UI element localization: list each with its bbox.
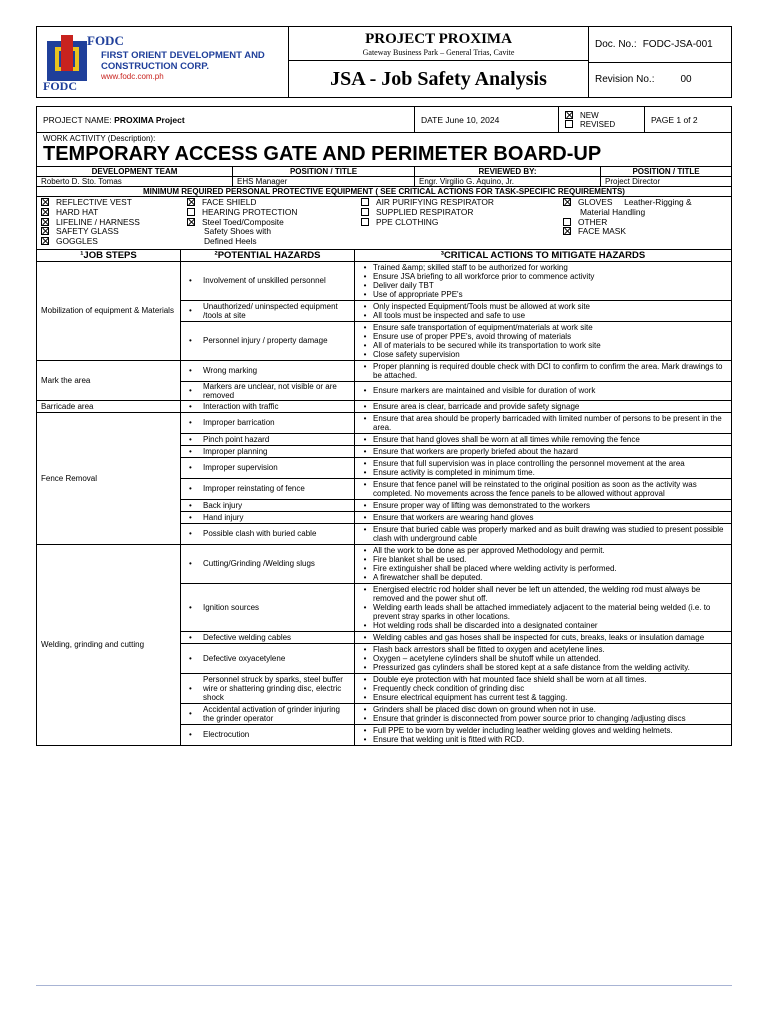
work-activity-title: TEMPORARY ACCESS GATE AND PERIMETER BOARD-UP: [43, 143, 602, 165]
potential-hazard: • Possible clash with buried cable: [181, 524, 355, 544]
potential-hazard: • Defective welding cables: [181, 632, 355, 643]
company-logo-block: [37, 27, 289, 97]
critical-action: • Ensure that buried cable was properly marked and as built drawing was studied to present possible clash with underground cable: [363, 524, 724, 543]
revised-checkbox[interactable]: [565, 120, 573, 128]
ppe-checkbox[interactable]: [41, 198, 49, 206]
hazard-row: [181, 545, 731, 584]
hazard-row: [181, 446, 731, 458]
job-step: Fence Removal: [37, 413, 181, 544]
hazard-row: [181, 322, 731, 360]
critical-actions: [355, 301, 731, 321]
potential-hazard: • Involvement of unskilled personnel: [181, 262, 355, 300]
critical-actions: [355, 479, 731, 499]
face-shield-checkbox[interactable]: [187, 198, 195, 206]
team-header: DEVELOPMENT TEAM POSITION / TITLE REVIEWED BY: POSITION / TITLE: [37, 167, 731, 177]
team-row: [37, 177, 731, 187]
job-step: Welding, grinding and cutting: [37, 545, 181, 745]
potential-hazard: • Defective oxyacetylene: [181, 644, 355, 673]
page-number: PAGE 1 of 2: [651, 114, 698, 125]
critical-action: • Ensure that grinder is disconnected from power source prior to changing /adjusting discs: [363, 713, 686, 723]
critical-actions: [355, 434, 731, 445]
potential-hazard: • Cutting/Grinding /Welding slugs: [181, 545, 355, 583]
critical-actions: [355, 584, 731, 631]
job-step: Mark the area: [37, 361, 181, 400]
critical-action: • Oxygen – acetylene cylinders shall be shutoff while un attended.: [363, 653, 601, 663]
job-step-group: [37, 262, 731, 361]
potential-hazard: • Hand injury: [181, 512, 355, 523]
reviewer-position: Project Director: [605, 177, 661, 186]
critical-action: • All of materials to be secured while its transportation to work site: [363, 340, 601, 350]
critical-action: • Ensure that full supervision was in place controlling the personnel movement at the area: [363, 458, 685, 468]
hazard-row: [181, 644, 731, 674]
ppe-item: GOGGLES: [41, 237, 183, 247]
critical-action: • Ensure that fence panel will be reinstated to the original position as soon as the activity was completed. No movements across the fence panels to be allowed without approval: [363, 479, 697, 498]
critical-actions: [355, 401, 731, 412]
company-website: www.fodc.com.ph: [101, 72, 164, 81]
critical-actions: [355, 644, 731, 673]
critical-action: • Ensure area is clear, barricade and provide safety signage: [363, 401, 580, 411]
hazard-row: [181, 500, 731, 512]
critical-action: • Trained &amp; skilled staff to be authorized for working: [363, 262, 568, 272]
critical-action: • Fire extinguisher shall be placed where welding activity is performed.: [363, 563, 617, 573]
critical-action: • Energised electric rod holder shall never be left un attended, the welding rod must always be removed and the power shut off.: [363, 584, 701, 603]
hazard-row: [181, 725, 731, 745]
critical-actions: [355, 704, 731, 724]
jsa-page: [36, 26, 732, 746]
ppe-checkbox[interactable]: [41, 227, 49, 235]
critical-action: • Welding cables and gas hoses shall be inspected for cuts, breaks, leaks or insulation damage: [363, 632, 705, 642]
company-name-line2: CONSTRUCTION CORP.: [101, 61, 210, 72]
ppe-item: REFLECTIVE VEST: [41, 198, 183, 208]
critical-actions: [355, 512, 731, 523]
critical-actions: [355, 361, 731, 381]
hazard-row: [181, 704, 731, 725]
jsa-form: [36, 106, 732, 746]
document-title: JSA - Job Safety Analysis: [330, 67, 547, 90]
critical-action: • A firewatcher shall be deputed.: [363, 572, 483, 582]
document-header: [36, 26, 732, 98]
ppe-checkbox[interactable]: [41, 237, 49, 245]
hearing-protection-checkbox[interactable]: [187, 208, 195, 216]
critical-action: • Fire blanket shall be used.: [363, 554, 467, 564]
ppe-checklist: REFLECTIVE VEST HARD HAT LIFELINE / HARNESS SAFETY GLASS GOGGLES FACE SHIELD HEARING PROTECTION Steel Toed/Composite Safety Shoes with Defined Heels AIR PURIFYING RESPIRATOR SUPPLIED RESPIRATOR PPE CLOTHING GLOVES Leather-Rigging & Material Handling OTHER FACE MASK: [37, 197, 731, 250]
ppe-checkbox[interactable]: [41, 218, 49, 226]
critical-action: • Pressurized gas cylinders shall be stored kept at a safe distance from the welding activity.: [363, 662, 690, 672]
critical-actions: [355, 632, 731, 643]
job-steps-table: [37, 262, 731, 745]
potential-hazard: • Interaction with traffic: [181, 401, 355, 412]
critical-actions: [355, 322, 731, 360]
potential-hazard: • Improper reinstating of fence: [181, 479, 355, 499]
critical-actions: [355, 545, 731, 583]
potential-hazard: • Pinch point hazard: [181, 434, 355, 445]
potential-hazard: • Improper supervision: [181, 458, 355, 478]
doc-number: Doc. No.: FODC-JSA-001: [595, 38, 713, 50]
developer-position: EHS Manager: [233, 177, 415, 186]
critical-action: • Ensure that workers are properly briefed about the hazard: [363, 446, 579, 456]
potential-hazard: • Personnel struck by sparks, steel buffer wire or shattering grinding disc, electric shock: [181, 674, 355, 703]
potential-hazard: • Personnel injury / property damage: [181, 322, 355, 360]
hazard-row: [181, 458, 731, 479]
critical-action: • Ensure use of proper PPE's, avoid throwing of materials: [363, 331, 572, 341]
critical-action: • Double eye protection with hat mounted face shield shall be worn at all times.: [363, 674, 647, 684]
job-step: Mobilization of equipment & Materials: [37, 262, 181, 360]
hazard-row: [181, 434, 731, 446]
project-info-row: PROJECT NAME: PROXIMA Project DATE June 10, 2024 NEW REVISED PAGE 1 of 2: [37, 107, 731, 133]
potential-hazard: • Wrong marking: [181, 361, 355, 381]
gloves-checkbox[interactable]: [563, 198, 571, 206]
other-checkbox[interactable]: [563, 218, 571, 226]
critical-action: • Ensure JSA briefing to all workforce prior to commence activity: [363, 271, 595, 281]
safety-shoes-checkbox[interactable]: [187, 218, 195, 226]
ppe-clothing-checkbox[interactable]: [361, 218, 369, 226]
critical-action: • Only inspected Equipment/Tools must be allowed at work site: [363, 301, 590, 311]
critical-actions: [355, 725, 731, 745]
critical-actions: [355, 524, 731, 544]
critical-actions: [355, 446, 731, 457]
critical-action: • Welding earth leads shall be attached immediately adjacent to the material being welded (i.e. to prevent stray sparks in other locations.: [363, 602, 711, 621]
potential-hazard: • Markers are unclear, not visible or are removed: [181, 382, 355, 400]
critical-action: • Ensure that welding unit is fitted with RCD.: [363, 734, 525, 744]
critical-action: • Close safety supervision: [363, 349, 460, 359]
critical-actions: [355, 413, 731, 433]
work-activity: WORK ACTIVITY (Description): TEMPORARY ACCESS GATE AND PERIMETER BOARD-UP: [37, 133, 731, 167]
critical-action: • Deliver daily TBT: [363, 280, 434, 290]
critical-action: • Ensure that workers are wearing hand gloves: [363, 512, 534, 522]
air-purifying-respirator-checkbox[interactable]: [361, 198, 369, 206]
potential-hazard: • Unauthorized/ uninspected equipment /tools at site: [181, 301, 355, 321]
ppe-item: HARD HAT: [41, 208, 183, 218]
company-name-line1: FIRST ORIENT DEVELOPMENT AND: [101, 50, 265, 61]
critical-action: • Frequently check condition of grinding disc: [363, 683, 525, 693]
potential-hazard: • Improper barrication: [181, 413, 355, 433]
critical-actions: [355, 500, 731, 511]
critical-action: • Ensure that area should be properly barricaded with limited number of persons to be present in the area.: [363, 413, 722, 432]
face-mask-checkbox[interactable]: [563, 227, 571, 235]
hazard-row: [181, 479, 731, 500]
new-checkbox[interactable]: [565, 111, 573, 119]
job-step-group: [37, 361, 731, 401]
hazard-row: [181, 361, 731, 382]
critical-action: • Ensure that hand gloves shall be worn at all times while removing the fence: [363, 434, 640, 444]
project-name: PROXIMA Project: [114, 114, 185, 125]
critical-actions: [355, 458, 731, 478]
potential-hazard: • Improper planning: [181, 446, 355, 457]
critical-action: • Use of appropriate PPE's: [363, 289, 463, 299]
critical-action: • Proper planning is required double check with DCI to confirm to confirm the area. Mark drawings to be attached.: [363, 361, 723, 380]
critical-action: • Ensure safe transportation of equipment/materials at work site: [363, 322, 593, 332]
hazard-row: [181, 674, 731, 704]
critical-action: • Ensure markers are maintained and visible for duration of work: [363, 386, 596, 396]
hazard-row: [181, 524, 731, 544]
developer-name: Roberto D. Sto. Tomas: [37, 177, 233, 186]
critical-actions: [355, 382, 731, 400]
hazard-row: [181, 584, 731, 632]
fodc-logo-icon: FODC FODC: [43, 33, 124, 93]
hazard-row: [181, 401, 731, 412]
ppe-title: MINIMUM REQUIRED PERSONAL PROTECTIVE EQUIPMENT ( SEE CRITICAL ACTIONS FOR TASK-SPECIFIC REQUIREMENTS): [37, 187, 731, 197]
job-step: Barricade area: [37, 401, 181, 412]
project-location: Gateway Business Park – General Trias, Cavite: [362, 48, 515, 57]
critical-action: • Full PPE to be worn by welder including leather welding gloves and welding helmets.: [363, 725, 673, 735]
potential-hazard: • Accidental activation of grinder injuring the grinder operator: [181, 704, 355, 724]
critical-action: • Grinders shall be placed disc down on ground when not in use.: [363, 704, 596, 714]
critical-action: • Ensure electrical equipment has current test & tagging.: [363, 692, 568, 702]
critical-actions: [355, 674, 731, 703]
job-step-group: [37, 545, 731, 745]
hazard-row: [181, 262, 731, 301]
critical-action: • Hot welding rods shall be discarded into a designated container: [363, 620, 598, 630]
critical-action: • All the work to be done as per approved Methodology and permit.: [363, 545, 605, 555]
critical-action: • Ensure activity is completed in minimum time.: [363, 467, 535, 477]
critical-action: • Flash back arrestors shall be fitted to oxygen and acetylene lines.: [363, 644, 605, 654]
footer-divider: [36, 985, 732, 986]
revision-number: Revision No.: 00: [589, 62, 731, 98]
potential-hazard: • Back injury: [181, 500, 355, 511]
supplied-respirator-checkbox[interactable]: [361, 208, 369, 216]
hazard-row: [181, 301, 731, 322]
document-date: June 10, 2024: [445, 114, 500, 125]
hazard-row: [181, 382, 731, 400]
reviewer-name: Engr. Virgilio G. Aquino, Jr.: [415, 177, 601, 186]
job-table-header: ¹JOB STEPS ²POTENTIAL HAZARDS ³CRITICAL ACTIONS TO MITIGATE HAZARDS: [37, 250, 731, 262]
critical-action: • All tools must be inspected and safe to use: [363, 310, 526, 320]
job-step-group: [37, 413, 731, 545]
hazard-row: [181, 413, 731, 434]
job-step-group: [37, 401, 731, 413]
ppe-item: LIFELINE / HARNESS: [41, 218, 183, 228]
potential-hazard: • Electrocution: [181, 725, 355, 745]
potential-hazard: • Ignition sources: [181, 584, 355, 631]
project-title: PROJECT PROXIMA: [365, 31, 512, 47]
hazard-row: [181, 512, 731, 524]
hazard-row: [181, 632, 731, 644]
critical-action: • Ensure proper way of lifting was demonstrated to the workers: [363, 500, 590, 510]
critical-actions: [355, 262, 731, 300]
ppe-checkbox[interactable]: [41, 208, 49, 216]
ppe-item: SAFETY GLASS: [41, 227, 183, 237]
